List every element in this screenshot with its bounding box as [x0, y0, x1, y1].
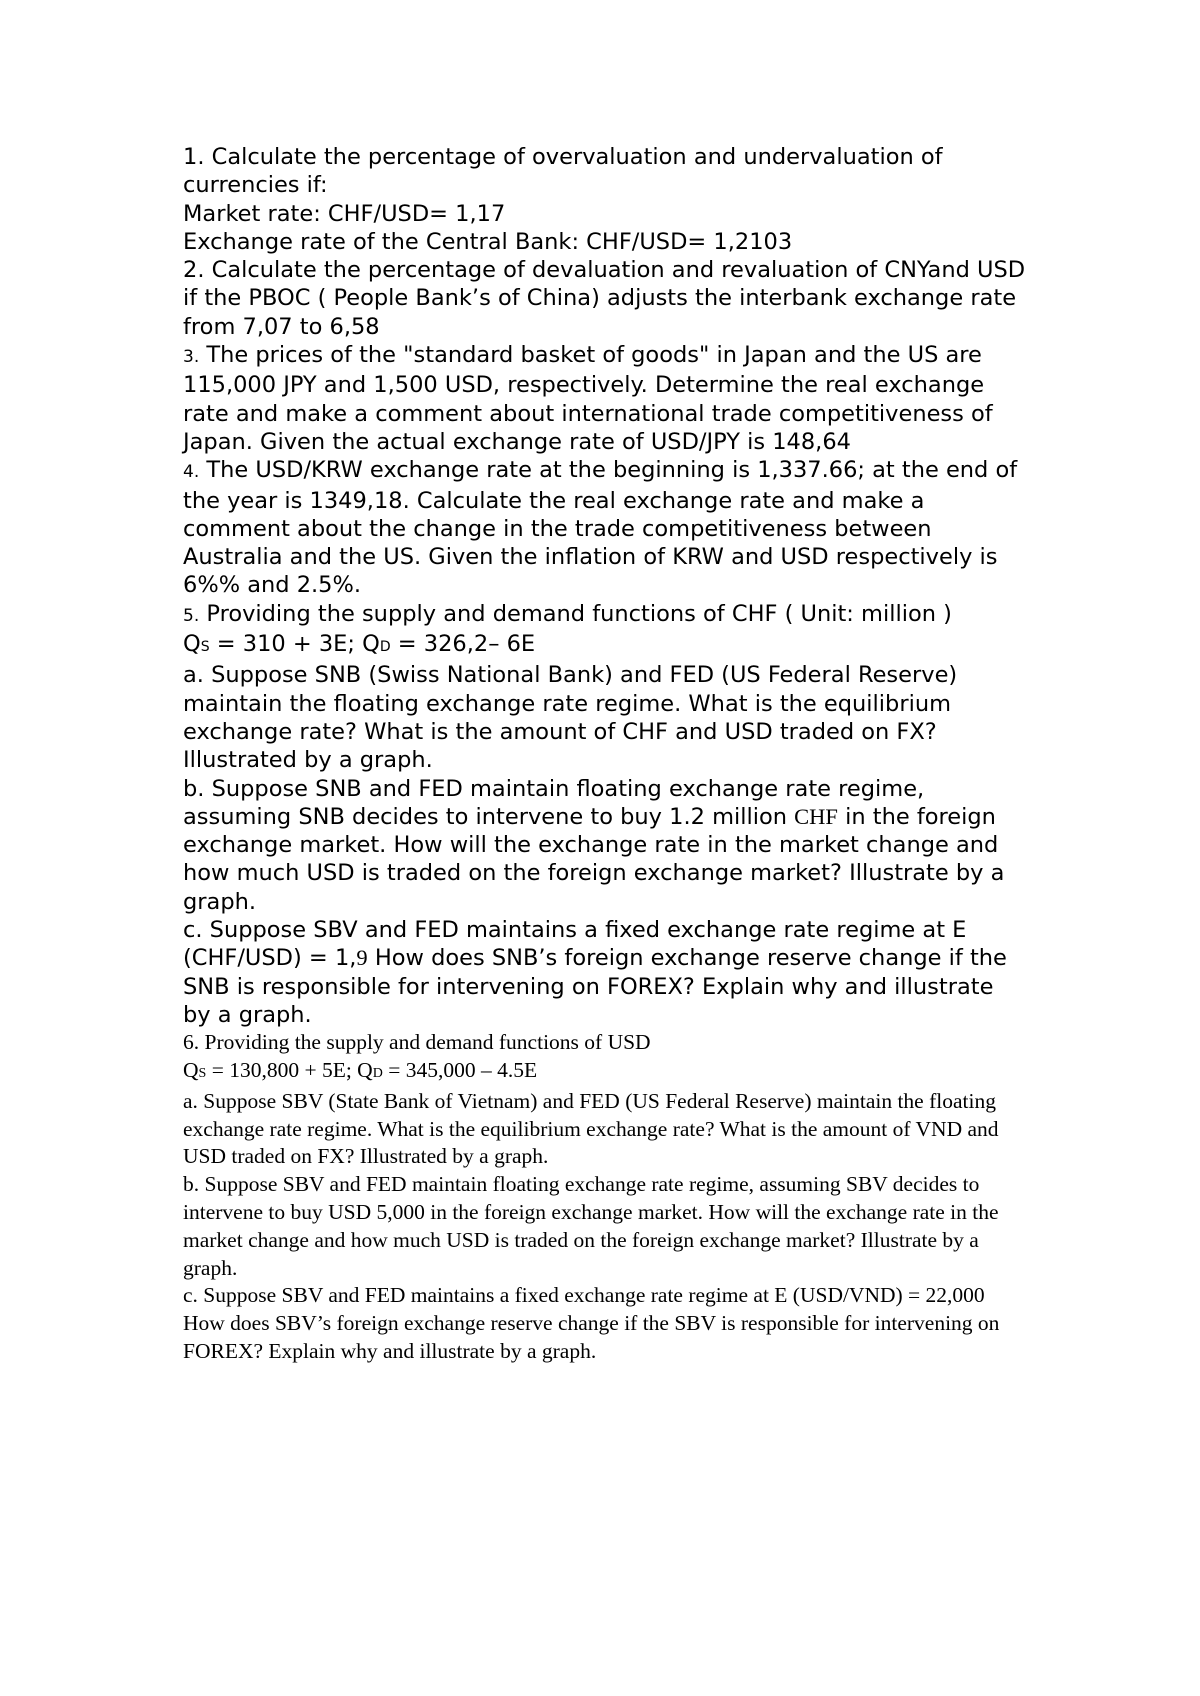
q4-number: 4.	[183, 462, 200, 483]
q5-intro: Providing the supply and demand functions of CHF ( Unit: million )	[206, 600, 952, 627]
q6-part-c: c. Suppose SBV and FED maintains a fixed exchange rate regime at E (USD/VND) = 22,000 How does SBV’s foreign exchange reserve change if the SBV is responsible for intervening on FOREX? Explain why and illustrate by a graph.	[183, 1283, 1000, 1363]
q3-paragraph	[183, 341, 1028, 456]
q6-equations: QS = 130,800 + 5E; QD = 345,000 – 4.5E	[183, 1058, 538, 1082]
q5-intro-paragraph	[183, 600, 1028, 630]
q1-market-rate: Market rate: CHF/USD= 1,17	[183, 200, 506, 227]
q5-equations: QS = 310 + 3E; QD = 326,2– 6E	[183, 631, 536, 658]
q3-number: 3.	[183, 347, 200, 368]
q5-part-b: b. Suppose SNB and FED maintain floating exchange rate regime, assuming SNB decides to intervene to buy 1.2 million CHF in the foreign exchange market. How will the exchange rate in the market change and how much USD is traded on the foreign exchange market? Illustrate by a graph.	[183, 775, 1005, 915]
q3-text: The prices of the "standard basket of goods" in Japan and the US are 115,000 JPY and 1,500 USD, respectively. Determine the real exchange rate and make a comment about international trade competitiveness of Japan. Given the actual exchange rate of USD/JPY is 148,64	[183, 342, 993, 455]
q1-central-bank-rate: Exchange rate of the Central Bank: CHF/USD= 1,2103	[183, 228, 793, 255]
q5-part-c: c. Suppose SBV and FED maintains a fixed exchange rate regime at E (CHF/USD) = 1,9 How does SNB’s foreign exchange reserve change if the SNB is responsible for intervening on FOREX? Explain why and illustrate by a graph.	[183, 917, 1007, 1028]
q6-part-a: a. Suppose SBV (State Bank of Vietnam) and FED (US Federal Reserve) maintain the floating exchange rate regime. What is the equilibrium exchange rate? What is the amount of VND and USD traded on FX? Illustrated by a graph.	[183, 1088, 999, 1169]
q5-part-a: a. Suppose SNB (Swiss National Bank) and FED (US Federal Reserve) maintain the floating exchange rate regime. What is the equilibrium exchange rate? What is the amount of CHF and USD traded on FX? Illustrated by a graph.	[183, 662, 958, 774]
q1-intro: 1. Calculate the percentage of overvaluation and undervaluation of currencies if:	[183, 144, 943, 199]
q5-number: 5.	[183, 605, 200, 626]
document-page	[183, 143, 1028, 1366]
q2-text: 2. Calculate the percentage of devaluation and revaluation of CNYand USD if the PBOC ( People Bank’s of China) adjusts the interbank exchange rate from 7,07 to 6,58	[183, 257, 1026, 340]
q6-part-b: b. Suppose SBV and FED maintain floating exchange rate regime, assuming SBV decides to intervene to buy USD 5,000 in the foreign exchange market. How will the exchange rate in the market change and how much USD is traded on the foreign exchange market? Illustrate by a graph.	[183, 1172, 999, 1280]
q4-text: The USD/KRW exchange rate at the beginning is 1,337.66; at the end of the year is 1349,18. Calculate the real exchange rate and make a comment about the change in the trade competitiveness between Australia and the US. Given the inflation of KRW and USD respectively is 6%% and 2.5%.	[183, 457, 1018, 599]
q4-paragraph	[183, 456, 1028, 599]
q6-intro: 6. Providing the supply and demand functions of USD	[183, 1030, 651, 1055]
